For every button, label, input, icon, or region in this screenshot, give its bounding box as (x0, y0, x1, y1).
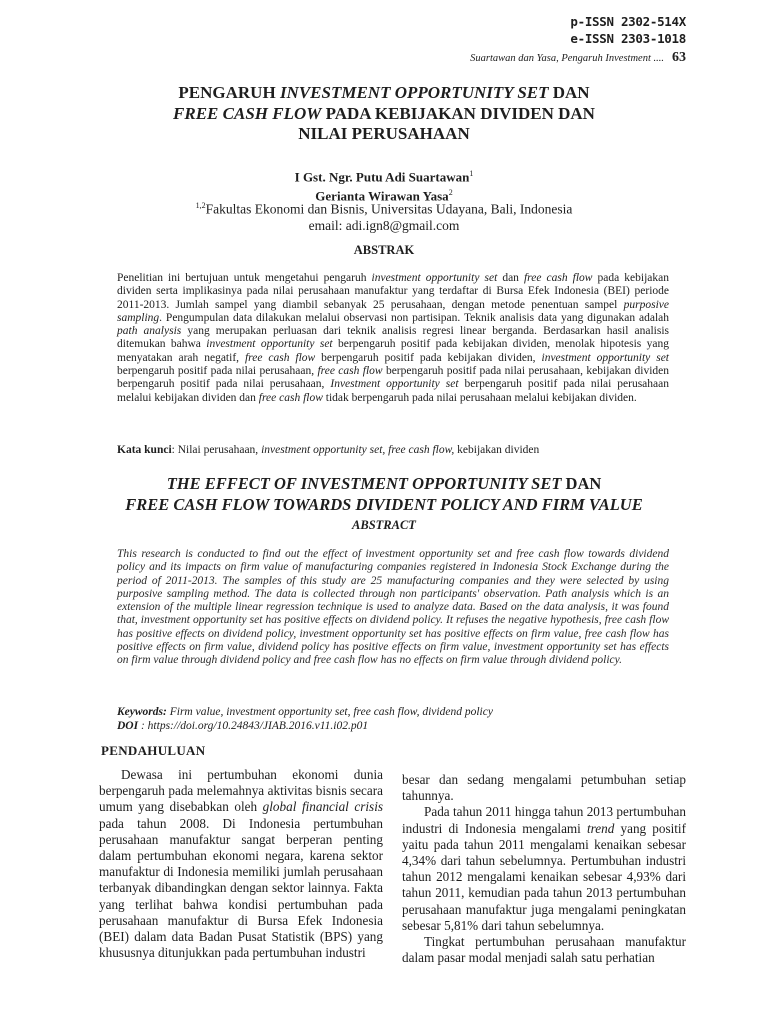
author-1: I Gst. Ngr. Putu Adi Suartawan (294, 169, 470, 185)
abstract-heading: ABSTRACT (352, 518, 416, 532)
running-head-text: Suartawan dan Yasa, Pengaruh Investment .... (470, 53, 664, 64)
abstract-text: This research is conducted to find out the effect of investment opportunity set and free cash flow towards dividend policy and its impacts on firm value of manufacturing companies registered in Indonesia Stock Exchange during the period of 2011-2013. The samples of this study are 25 manufacturing companies and they were selected by using purposive sampling method. The data is collected through non participants' observation. Path analysis which is an extension of the multiple linear regression technique is used to analyze data. Based on the data analysis, it was found that, investment opportunity set has positive effects on dividend policy. It refuses the negative hypothesis, free cash flow has positive effects on dividend policy, investment opportunity set has positive effects on firm value, free cash flow has positive effects on firm value, dividend policy has positive effects on firm value, investment opportunity set has effects on firm value through dividend policy and free cash flow has no effects on firm value through dividend policy. (117, 548, 669, 667)
title-line1-c: DAN (548, 83, 590, 102)
abstrak-heading: ABSTRAK (353, 243, 415, 257)
issn-block (570, 13, 686, 47)
keywords: Firm value, investment opportunity set, free cash flow, dividend policy (166, 706, 493, 718)
affiliation: Fakultas Ekonomi dan Bisnis, Universitas Udayana, Bali, Indonesia (205, 201, 573, 217)
page-number: 63 (672, 50, 686, 65)
running-head (470, 50, 686, 66)
en-title-line2: FREE CASH FLOW TOWARDS DIVIDENT POLICY AND FIRM VALUE (125, 495, 643, 514)
affiliation-sup: 1,2 (195, 201, 206, 210)
intro-left-column: Dewasa ini pertumbuhan ekonomi dunia berpengaruh pada melemahnya aktivitas bisnis secara umum yang disebabkan oleh global financial crisis pada tahun 2008. Di Indonesia pertumbuhan perusahaan manufaktur sangat berperan penting dalam pertumbuhan ekonomi negara, karena sektor manufaktur di Indonesia memiliki jumlah perusahaan terbanyak dibandingkan dengan sektor lainnya. Fakta yang terlihat bahwa kondisi pertumbuhan pada perusahaan manufaktur di Bursa Efek Indonesia (BEI) dalam data Badan Pusat Statistik (BPS) yang khususnya ditunjukkan pada pertumbuhan industri (99, 767, 383, 961)
kata-kunci: Kata kunci: Nilai perusahaan, investment opportunity set, free cash flow, kebijakan dividen (117, 444, 540, 456)
title-line1-a: PENGARUH (178, 83, 280, 102)
intro-right-p3: Tingkat pertumbuhan perusahaan manufaktur dalam pasar modal menjadi salah satu perhatian (402, 934, 686, 966)
en-title-line1: THE EFFECT OF INVESTMENT OPPORTUNITY SET (166, 474, 562, 493)
keywords-block (117, 706, 669, 733)
english-title (0, 473, 768, 515)
en-title-line1-dan: DAN (561, 474, 602, 493)
author-2-sup: 2 (448, 188, 453, 198)
title-line2-b: PADA KEBIJAKAN DIVIDEN DAN (321, 103, 595, 123)
e-issn: e-ISSN 2303-1018 (570, 31, 686, 46)
keywords-label: Keywords: (117, 706, 167, 718)
title-line3: NILAI PERUSAHAAN (298, 124, 470, 143)
intro-right-p2: Pada tahun 2011 hingga tahun 2013 pertumbuhan industri di Indonesia mengalami trend yang positif yaitu pada tahun 2011 mengalami kenaikan sebesar 4,34% dari tahun sebelumnya. Pertumbuhan industri tahun 2012 mengalami kenaikan sebesar 4,93% dari tahun 2011, kemudian pada tahun 2013 pertumbuhan perusahaan manufaktur juga mengalami peningkatan sebesar 5,81% dari tahun sebelumnya. (402, 804, 686, 933)
abstrak-text: Penelitian ini bertujuan untuk mengetahui pengaruh investment opportunity set dan free cash flow pada kebijakan dividen serta implikasinya pada nilai perusahaan manufaktur yang terdaftar di Bursa Efek Indonesia (BEI) periode 2011-2013. Jumlah sampel yang diambil sebanyak 25 perusahaan, dengan metode penentuan sampel purposive sampling. Pengumpulan data dilakukan melalui observasi non partisipan. Teknik analisis data yang digunakan adalah path analysis yang merupakan perluasan dari teknik analisis regresi linear berganda. Berdasarkan hasil analisis ditemukan bahwa investment opportunity set berpengaruh positif pada kebijakan dividen, menolak hipotesis yang menyatakan arah negatif, free cash flow berpengaruh positif pada kebijakan dividen, investment opportunity set berpengaruh positif pada nilai perusahaan, free cash flow berpengaruh positif pada nilai perusahaan, kebijakan dividen berpengaruh positif pada nilai perusahaan, Investment opportunity set berpengaruh positif pada nilai perusahaan melalui kebijakan dividen dan free cash flow tidak berpengaruh pada nilai perusahaan melalui kebijakan dividen. (117, 272, 670, 404)
doi-label: DOI (117, 719, 139, 732)
doi-link[interactable]: : https://doi.org/10.24843/JIAB.2016.v11.i02.p01 (138, 719, 369, 732)
intro-right-column (402, 772, 686, 966)
paper-title (0, 83, 768, 145)
section-heading: PENDAHULUAN (101, 743, 206, 758)
p-issn: p-ISSN 2302-514X (570, 14, 686, 29)
intro-right-p1: besar dan sedang mengalami petumbuhan setiap tahunnya. (402, 772, 686, 804)
affiliation-block (0, 198, 768, 234)
title-line1-b: INVESTMENT OPPORTUNITY SET (279, 83, 549, 102)
author-email: email: adi.ign8@gmail.com (308, 217, 460, 233)
author-2: Gerianta Wirawan Yasa (315, 188, 449, 204)
author-1-sup: 1 (469, 169, 474, 178)
title-line2-a: FREE CASH FLOW (173, 103, 322, 123)
kata-kunci-label: Kata kunci (117, 444, 172, 456)
